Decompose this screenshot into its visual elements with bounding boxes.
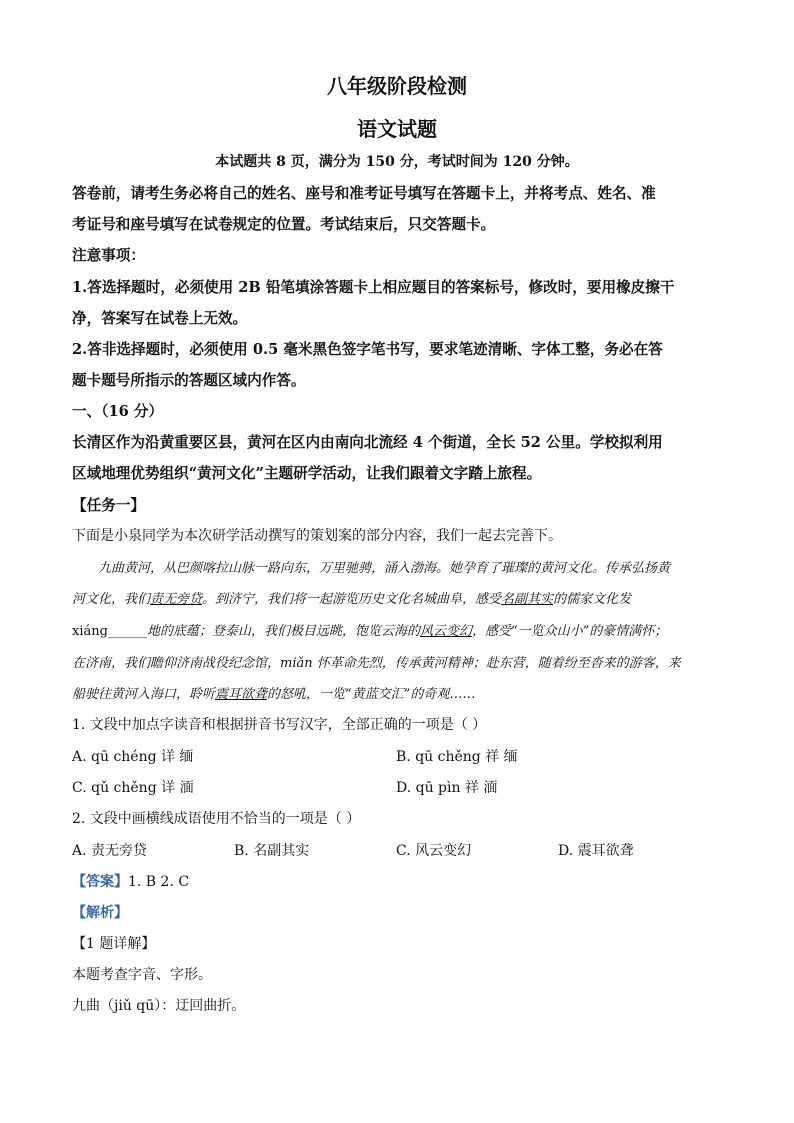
passage-line-4: 在济南，我们瞻仰济南战役纪念馆，miǎn 怀革命先烈，传承黄河精神；赴东营，随着纷至沓来的游客，来 — [72, 656, 681, 671]
passage-line-3 — [72, 620, 667, 639]
question-1-stem: 1. 文段中加点字读音和根据拼音书写汉字，全部正确的一项是（ ） — [72, 717, 487, 733]
passage-line-1: 九曲黄河，从巴颜喀拉山脉一路向东，万里驰骋，涌入渤海。她孕育了璀璨的黄河文化。传承弘扬黄 — [98, 561, 671, 576]
exam-info: 本试题共 8 页，满分为 150 分，考试时间为 120 分钟。 — [215, 154, 579, 170]
task-1-heading: 【任务一】 — [72, 497, 145, 514]
section-1-intro-line-1: 长清区作为沿黄重要区县，黄河在区内由南向北流经 4 个街道，全长 52 公里。学校拟利用 — [72, 434, 663, 451]
question-2-option-c: C. 风云变幻 — [396, 843, 472, 859]
passage-text: ______地的底蕴；登泰山，我们极目远眺，饱览云海的 — [107, 624, 420, 639]
instructions-line-2: 考证号和座号填写在试卷规定的位置。考试结束后，只交答题卡。 — [72, 216, 496, 233]
note-2-line-2: 题卡题号所指示的答题区域内作答。 — [72, 372, 306, 389]
task-1-description: 下面是小泉同学为本次研学活动撰写的策划案的部分内容，我们一起去完善下。 — [72, 528, 562, 544]
passage-text: ，感受“一览众山小”的豪情满怀； — [471, 624, 668, 639]
passage-text: 的怒吼，一览“黄蓝交汇”的奇观…… — [267, 687, 476, 702]
note-2-line-1: 2.答非选择题时，必须使用 0.5 毫米黑色签字笔书写，要求笔迹清晰、字体工整，务必在答 — [72, 341, 663, 358]
question-2-option-a: A. 责无旁贷 — [72, 843, 148, 859]
passage-text: 河文化，我们 — [72, 592, 151, 607]
section-1-intro-line-2: 区域地理优势组织“黄河文化”主题研学活动，让我们跟着文字踏上旅程。 — [72, 465, 542, 482]
note-1-line-1: 1.答选择题时，必须使用 2B 铅笔填涂答题卡上相应题目的答案标号，修改时，要用橡皮擦干 — [72, 279, 675, 296]
detail-heading: 【1 题详解】 — [72, 936, 156, 952]
underlined-idiom-2: 名副其实 — [501, 592, 554, 607]
passage-line-2 — [72, 588, 631, 607]
detail-line-2: 九曲（jiǔ qū）：迂回曲折。 — [72, 998, 246, 1014]
exam-title: 八年级阶段检测 — [327, 74, 467, 98]
note-1-line-2: 净，答案写在试卷上无效。 — [72, 310, 248, 327]
passage-line-5 — [72, 683, 475, 702]
instructions-line-1: 答卷前，请考生务必将自己的姓名、座号和准考证号填写在答题卡上，并将考点、姓名、准 — [72, 185, 656, 202]
question-1-option-c: C. qǔ chěng 详 湎 — [72, 780, 194, 796]
underlined-idiom-4: 震耳欲聋 — [215, 687, 268, 702]
pinyin-blank-label: xiáng — [72, 624, 108, 639]
answer-label: 【答案】 — [72, 874, 128, 890]
passage-text: 的儒家文化发 — [553, 592, 632, 607]
notes-heading: 注意事项： — [72, 247, 145, 264]
question-2-option-d: D. 震耳欲聋 — [558, 843, 634, 859]
question-2-option-b: B. 名副其实 — [234, 843, 310, 859]
underlined-idiom-3: 风云变幻 — [419, 624, 472, 639]
question-1-option-a: A. qū chéng 详 缅 — [72, 749, 194, 765]
question-2-stem: 2. 文段中画横线成语使用不恰当的一项是（ ） — [72, 811, 361, 827]
answer-line — [72, 871, 189, 891]
passage-text: 。到济宁，我们将一起游览历史文化名城曲阜，感受 — [202, 592, 502, 607]
analysis-label: 【解析】 — [72, 905, 128, 921]
exam-subtitle: 语文试题 — [357, 117, 437, 141]
detail-line-1: 本题考查字音、字形。 — [72, 967, 212, 983]
section-1-heading: 一、（16 分） — [72, 403, 164, 420]
question-1-option-d: D. qū pìn 祥 湎 — [396, 780, 498, 796]
passage-text: 船驶往黄河入海口，聆听 — [72, 687, 216, 702]
answer-text: 1. B 2. C — [128, 874, 190, 890]
question-1-option-b: B. qū chěng 祥 缅 — [396, 749, 518, 765]
underlined-idiom-1: 责无旁贷 — [150, 592, 203, 607]
